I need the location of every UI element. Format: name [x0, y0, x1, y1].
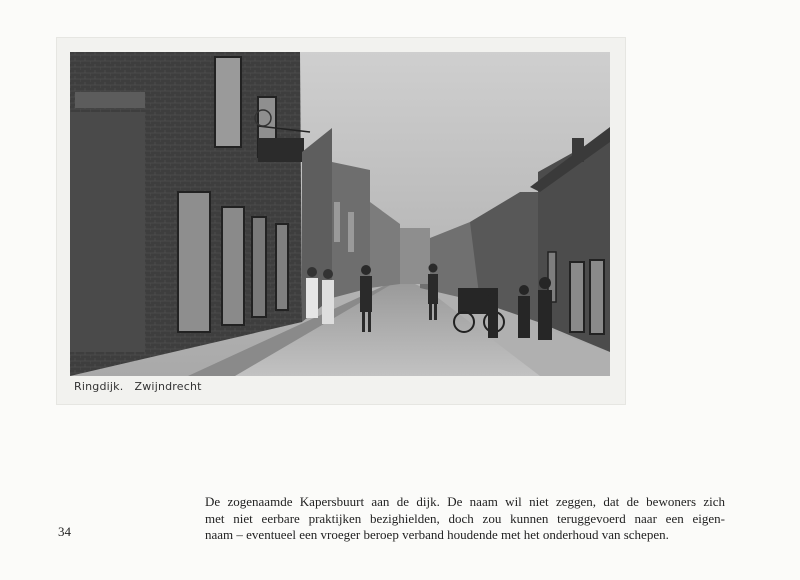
- left-building-door: [70, 112, 145, 352]
- window: [590, 260, 604, 334]
- window: [215, 57, 241, 147]
- window: [276, 224, 288, 310]
- window: [222, 207, 244, 325]
- body-paragraph: [205, 494, 725, 544]
- window: [570, 262, 584, 332]
- body-text-line: De zogenaamde Kapersbuurt aan de dijk. De naam wil niet zeggen, dat de bewoners zich: [205, 494, 725, 509]
- body-text-line: met niet eerbare praktijken bezighielden, doch zou kunnen teruggevoerd naar een eigen-: [205, 510, 725, 526]
- page-number: 34: [58, 524, 71, 539]
- window: [252, 217, 266, 317]
- body-text-line: naam – eventueel een vroeger beroep verband houdende met het onderhoud van schepen.: [205, 527, 669, 542]
- chimney: [572, 138, 584, 162]
- window: [178, 192, 210, 332]
- hanging-sign: [258, 138, 304, 162]
- street-photograph: [70, 52, 610, 376]
- photo-caption: Ringdijk. Zwijndrecht: [74, 380, 202, 393]
